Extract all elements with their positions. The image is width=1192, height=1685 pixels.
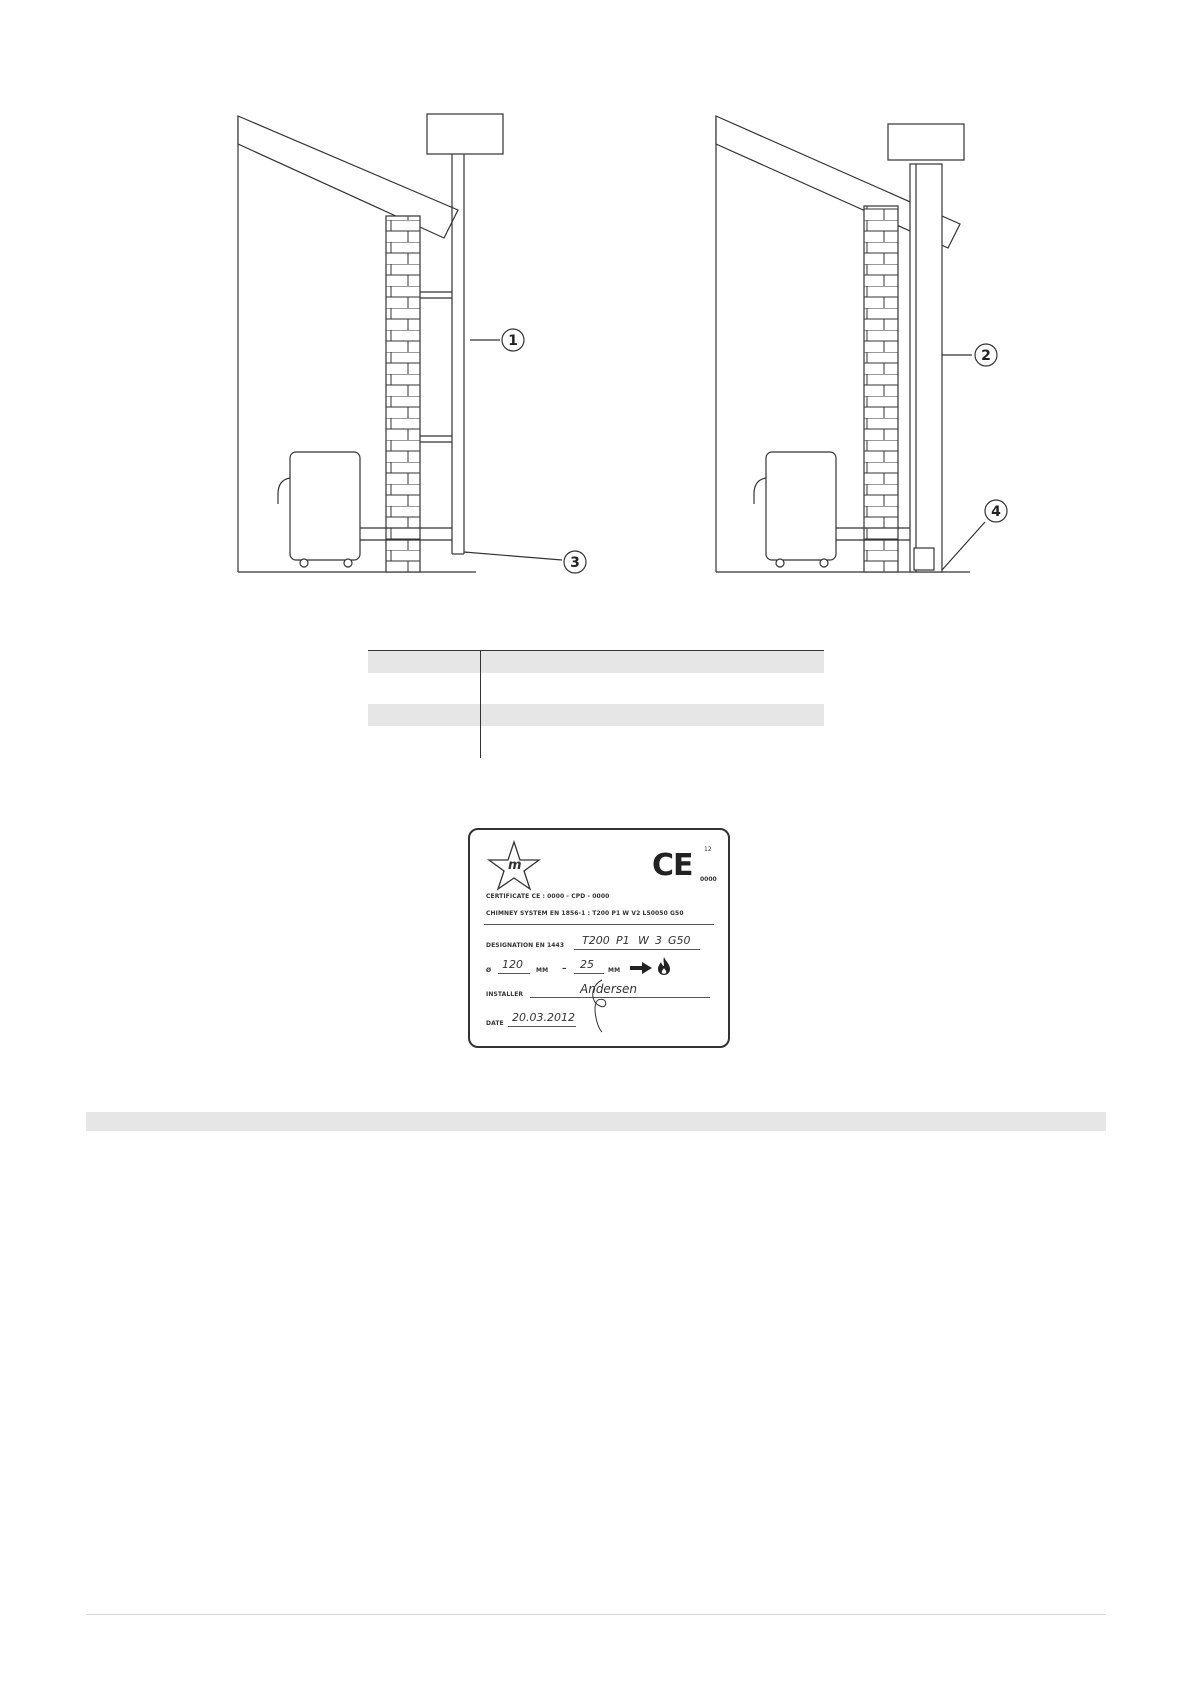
- legend-table: [368, 650, 824, 760]
- legend-row-2: [368, 673, 824, 695]
- callout-1-number: 1: [508, 333, 518, 349]
- brick-wall-right: [864, 206, 898, 572]
- designation-label: DESIGNATION EN 1443: [486, 942, 565, 949]
- callout-4: [985, 500, 1007, 522]
- designation-value-4: 3: [655, 934, 662, 947]
- designation-value-3: W: [638, 934, 649, 947]
- legend-row-4: [368, 726, 824, 748]
- callout-2-number: 2: [981, 348, 991, 364]
- ce-mark: CE: [652, 848, 693, 883]
- callout-4-number: 4: [991, 504, 1001, 520]
- legend-row-1: [368, 651, 824, 673]
- flame-icon: [656, 956, 672, 976]
- inspection-door-right: [914, 548, 934, 570]
- date-value: 20.03.2012: [512, 1011, 575, 1024]
- chimney-system-line: CHIMNEY SYSTEM EN 1856-1 : T200 P1 W V2 L50050 G50: [486, 910, 684, 917]
- ce-number: 0000: [700, 876, 717, 883]
- date-label: DATE: [486, 1020, 504, 1027]
- section-header-bar: [86, 1112, 1106, 1131]
- separator-dash: –: [562, 964, 567, 974]
- installer-label: INSTALLER: [486, 991, 524, 998]
- chimney-label-plate: [468, 828, 730, 1048]
- plate-divider: [484, 924, 714, 925]
- chimney-installation-diagrams: [0, 0, 1192, 600]
- signature-flourish-icon: [582, 976, 622, 1036]
- stove-handle-left: [278, 478, 290, 504]
- diagram-right: [716, 116, 985, 572]
- distance-value: 25: [580, 958, 594, 971]
- designation-value-2: P1: [616, 934, 630, 947]
- legend-column-divider: [480, 650, 481, 758]
- chimney-cap-left: [427, 114, 503, 154]
- designation-value-1: T200: [582, 934, 610, 947]
- callout-2: [975, 344, 997, 366]
- brick-wall-left: [386, 216, 420, 572]
- callout-1: [502, 329, 524, 351]
- distance-unit: MM: [608, 967, 621, 974]
- certificate-line: CERTIFICATE CE : 0000 - CPD - 0000: [486, 893, 610, 900]
- stove-right: [766, 452, 836, 560]
- diameter-unit: MM: [536, 967, 549, 974]
- diameter-value: 120: [502, 958, 523, 971]
- insulated-chimney-right: [910, 164, 942, 572]
- logo-letter: m: [508, 858, 522, 873]
- diagram-svg: [0, 0, 1192, 600]
- callout-3-number: 3: [570, 555, 580, 571]
- diameter-label: Ø: [486, 967, 492, 974]
- designation-value-5: G50: [668, 934, 691, 947]
- arrow-right-icon: [630, 962, 652, 974]
- ce-year: 12: [704, 846, 712, 853]
- callout-3: [564, 551, 586, 573]
- chimney-cap-right: [888, 124, 964, 160]
- footer-rule: [86, 1614, 1106, 1615]
- installer-signature: Andersen: [580, 982, 637, 996]
- stove-left: [290, 452, 360, 560]
- legend-row-3: [368, 704, 824, 726]
- roof-left: [238, 116, 458, 238]
- stove-handle-right: [754, 478, 766, 504]
